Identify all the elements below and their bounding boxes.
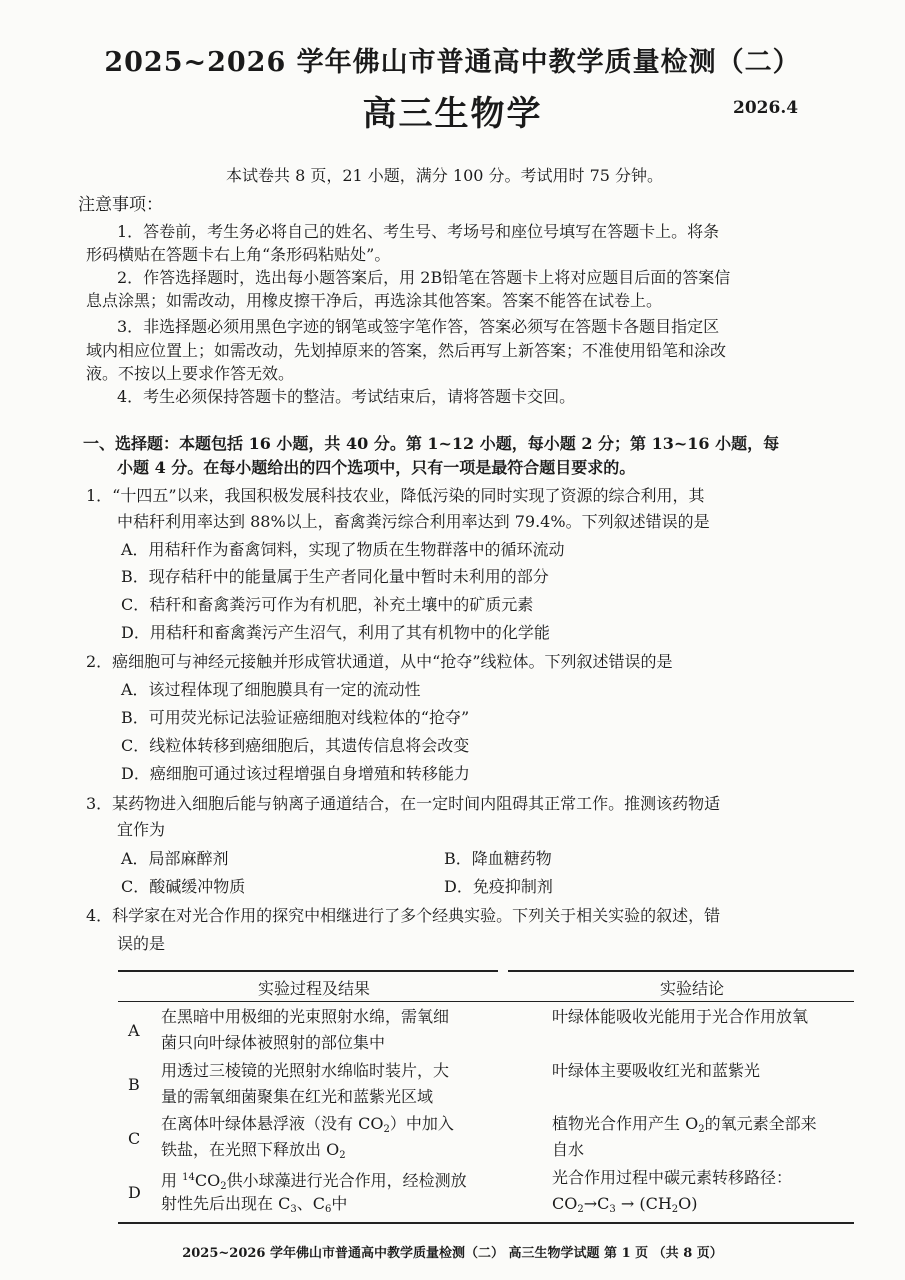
notice-line: 1．答卷前，考生务必将自己的姓名、考生号、考场号和座位号填写在答题卡上。将条	[117, 222, 720, 241]
notice-line: 液。不按以上要求作答无效。	[86, 364, 295, 383]
q2-stem: 2．癌细胞可与神经元接触并形成管状通道，从中“抢夺”线粒体。下列叙述错误的是	[86, 652, 673, 671]
q3-option-d: D．免疫抑制剂	[444, 877, 553, 896]
table-row-label: D	[128, 1183, 141, 1202]
table-top-rule	[508, 970, 854, 972]
notice-line: 息点涂黑；如需改动，用橡皮擦干净后，再选涂其他答案。答案不能答在试卷上。	[86, 291, 663, 310]
page-footer: 2025~2026 学年佛山市普通高中教学质量检测（二） 高三生物学试题 第 1 页 （共 8 页）	[182, 1246, 723, 1261]
table-cell-process: 铁盐，在光照下释放出 $O_2$	[161, 1140, 346, 1161]
exam-date: 2026.4	[733, 98, 799, 118]
table-cell-conclusion: 光合作用过程中碳元素转移路径：	[552, 1168, 793, 1187]
table-cell-process: 射性先后出现在 $C_3$、$C_6$中	[161, 1194, 348, 1215]
table-cell-conclusion: 自水	[552, 1140, 585, 1159]
table-header-rule	[118, 1001, 854, 1002]
table-row-label: C	[128, 1129, 141, 1148]
q4-stem: 4．科学家在对光合作用的探究中相继进行了多个经典实验。下列关于相关实验的叙述，错	[86, 906, 721, 925]
table-cell-conclusion: 叶绿体主要吸收红光和蓝紫光	[552, 1061, 761, 1080]
table-cell-process: 用透过三棱镜的光照射水绵临时装片，大	[161, 1061, 450, 1080]
table-header-conclusion: 实验结论	[660, 979, 725, 998]
q2-option-b: B．可用荧光标记法验证癌细胞对线粒体的“抢夺”	[121, 708, 470, 727]
q3-stem-cont: 宜作为	[117, 820, 166, 839]
table-cell-conclusion: $CO_2\to C_3 \to (CH_2O)$	[552, 1194, 698, 1215]
q1-option-d: D．用秸秆和畜禽粪污产生沼气，利用了其有机物中的化学能	[121, 623, 550, 642]
table-cell-process: 量的需氧细菌聚集在红光和蓝紫光区域	[161, 1087, 434, 1106]
section-heading: 一、选择题：本题包括 16 小题，共 40 分。第 1~12 小题，每小题 2 分；第 13~16 小题，每	[83, 434, 780, 453]
q2-option-d: D．癌细胞可通过该过程增强自身增殖和转移能力	[121, 764, 470, 783]
notice-line: 形码横贴在答题卡右上角“条形码粘贴处”。	[86, 245, 391, 264]
q1-option-a: A．用秸秆作为畜禽饲料，实现了物质在生物群落中的循环流动	[121, 540, 565, 559]
table-cell-process: 菌只向叶绿体被照射的部位集中	[161, 1033, 386, 1052]
table-cell-process: 在黑暗中用极细的光束照射水绵，需氧细	[161, 1007, 450, 1026]
table-cell-conclusion: 叶绿体能吸收光能用于光合作用放氧	[552, 1007, 809, 1026]
notice-line: 3．非选择题必须用黑色字迹的钢笔或签字笔作答，答案必须写在答题卡各题目指定区	[117, 317, 720, 336]
q3-option-c: C．酸碱缓冲物质	[121, 877, 246, 896]
intro-text: 本试卷共 8 页，21 小题，满分 100 分。考试用时 75 分钟。	[226, 166, 664, 185]
q1-option-c: C．秸秆和畜禽粪污可作为有机肥，补充土壤中的矿质元素	[121, 595, 534, 614]
notice-heading: 注意事项：	[78, 195, 163, 215]
section-heading-cont: 小题 4 分。在每小题给出的四个选项中，只有一项是最符合题目要求的。	[117, 458, 636, 477]
exam-title: 2025~2026 学年佛山市普通高中教学质量检测（二）	[104, 47, 801, 78]
table-row-label: A	[128, 1021, 140, 1040]
table-cell-conclusion: 植物光合作用产生 $O_2$的氧元素全部来	[552, 1114, 817, 1135]
q1-option-b: B．现存秸秆中的能量属于生产者同化量中暂时未利用的部分	[121, 567, 549, 586]
q1-stem-cont: 中秸秆利用率达到 88%以上，畜禽粪污综合利用率达到 79.4%。下列叙述错误的是	[117, 512, 710, 531]
notice-line: 4．考生必须保持答题卡的整洁。考试结束后，请将答题卡交回。	[117, 387, 576, 406]
q1-stem: 1．“十四五”以来，我国积极发展科技农业，降低污染的同时实现了资源的综合利用，其	[86, 486, 705, 505]
q4-stem-cont: 误的是	[117, 934, 166, 953]
table-cell-process: 用 $^{14}CO_2$供小球藻进行光合作用，经检测放	[161, 1171, 467, 1192]
q3-stem: 3．某药物进入细胞后能与钠离子通道结合，在一定时间内阻碍其正常工作。推测该药物适	[86, 794, 721, 813]
notice-line: 域内相应位置上；如需改动，先划掉原来的答案，然后再写上新答案；不准使用铅笔和涂改	[86, 341, 727, 360]
table-row-label: B	[128, 1075, 140, 1094]
q3-option-b: B．降血糖药物	[444, 849, 552, 868]
table-header-process: 实验过程及结果	[258, 979, 371, 998]
q2-option-a: A．该过程体现了细胞膜具有一定的流动性	[121, 680, 421, 699]
table-cell-process: 在离体叶绿体悬浮液（没有 $CO_2$）中加入	[161, 1114, 454, 1135]
subject-title: 高三生物学	[362, 94, 543, 134]
q3-option-a: A．局部麻醉剂	[121, 849, 229, 868]
notice-line: 2．作答选择题时，选出每小题答案后，用 2B铅笔在答题卡上将对应题目后面的答案信	[117, 268, 731, 287]
table-top-rule	[118, 970, 498, 972]
q2-option-c: C．线粒体转移到癌细胞后，其遗传信息将会改变	[121, 736, 470, 755]
table-bottom-rule	[118, 1222, 854, 1224]
